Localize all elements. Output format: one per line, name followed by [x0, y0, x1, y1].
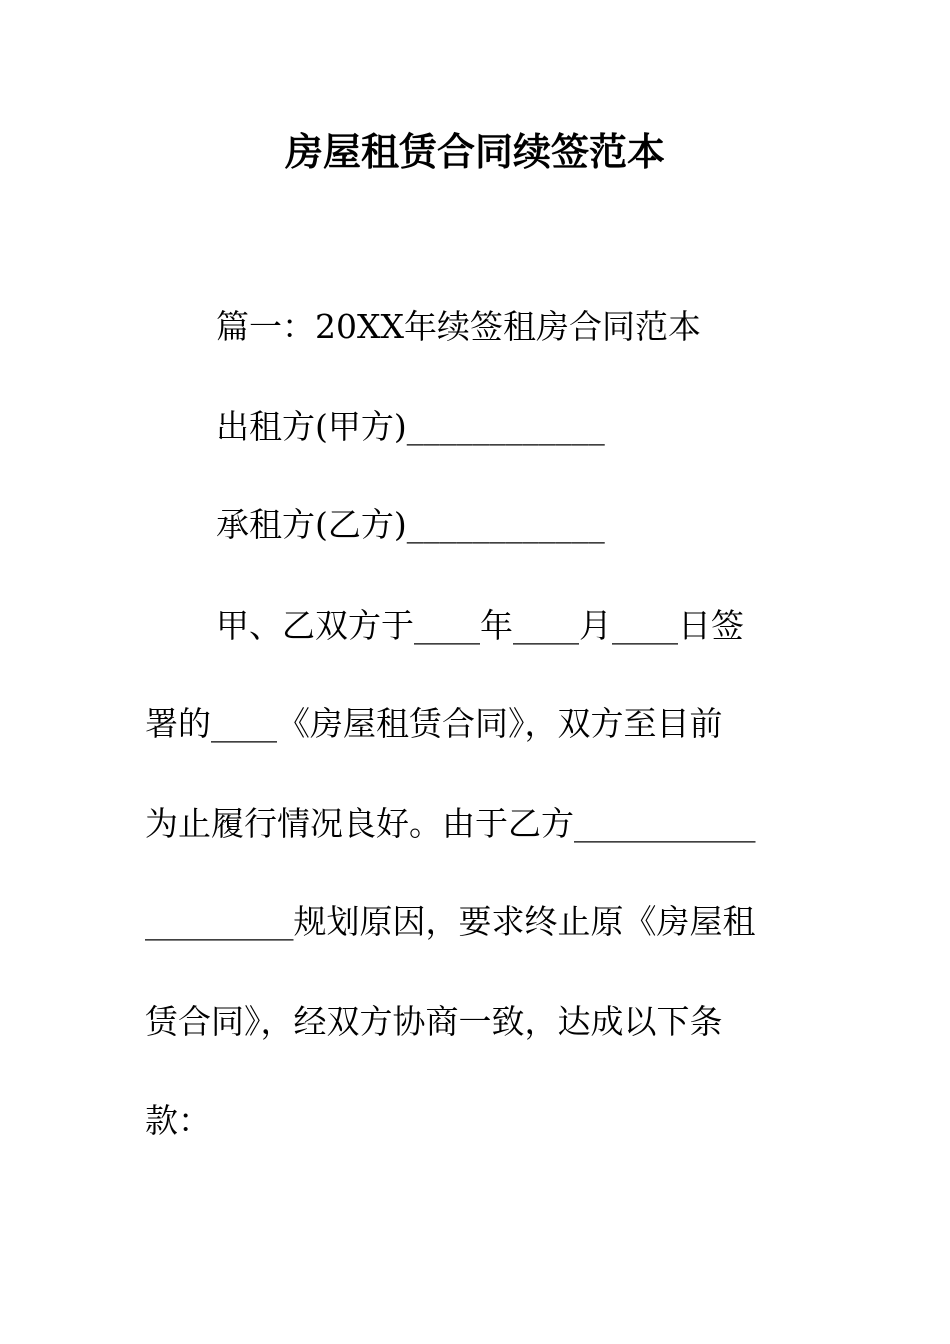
- section-heading: 篇一：20XX年续签租房合同范本: [216, 307, 701, 346]
- body-line: 署的____《房屋租赁合同》，双方至目前: [145, 704, 723, 743]
- lessee-line: 承租方(乙方)____________: [216, 505, 605, 544]
- body-line: _________规划原因，要求终止原《房屋租: [145, 902, 756, 941]
- body-line: 甲、乙双方于____年____月____日签: [216, 606, 744, 645]
- lessor-line: 出租方(甲方)____________: [216, 407, 605, 446]
- body-line: 款：: [145, 1101, 211, 1140]
- document-title: 房屋租赁合同续签范本: [284, 129, 665, 174]
- body-line: 赁合同》，经双方协商一致，达成以下条: [145, 1002, 723, 1041]
- body-line: 为止履行情况良好。由于乙方___________: [145, 804, 756, 843]
